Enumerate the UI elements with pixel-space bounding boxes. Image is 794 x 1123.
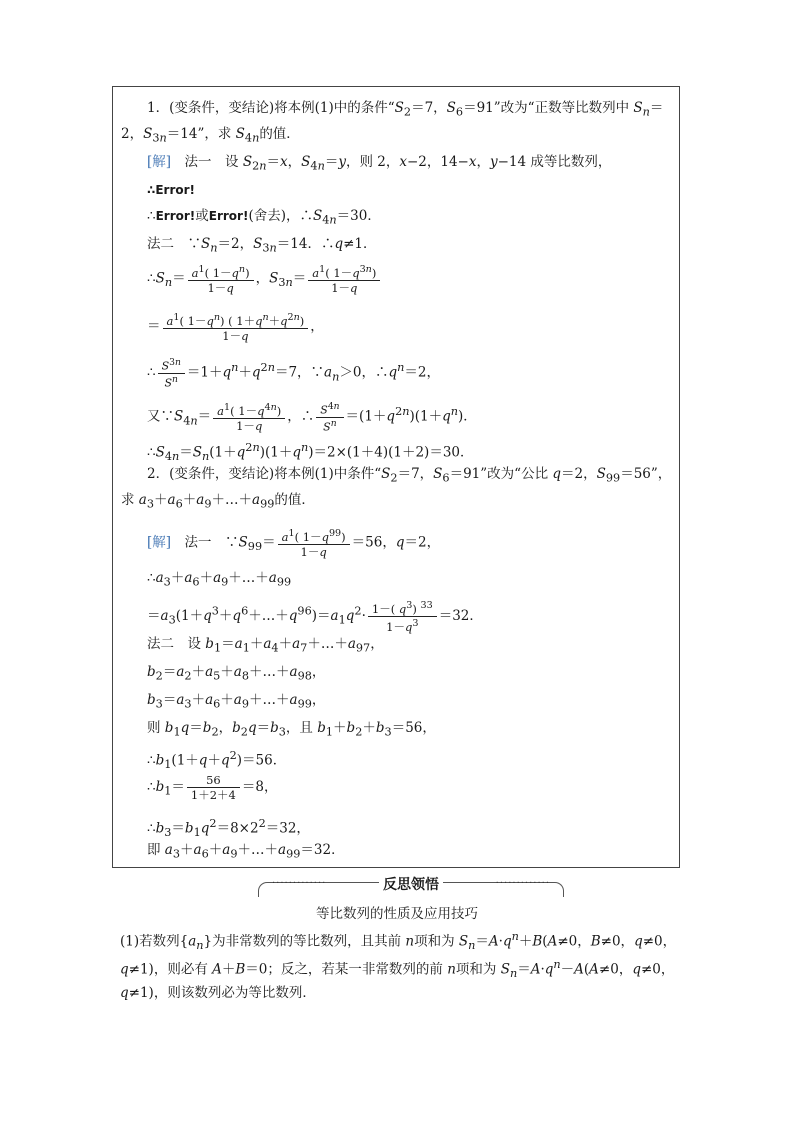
formula-ratio: ∴ $\frac{S^{3n}}{S^n}$ $=1+q^n+q^{2n}=7$，$\because a_n>0$，$\therefore q^n=2$， bbox=[147, 357, 440, 390]
banner-dots-left: ············· bbox=[272, 878, 327, 889]
problem1-intro-line1: 1．(变条件，变结论)将本例(1)中的条件“$S_2=7$，$S_6=91$”改为“正数等比数列中 $S_n=$ bbox=[147, 100, 664, 119]
b1-value: $\therefore b_1=$ $\frac{56}{1+2+4}$ ＝8， bbox=[147, 773, 278, 802]
banner-dots-right: ············· bbox=[495, 878, 550, 889]
reflection-subtitle: 等比数列的性质及应用技巧 bbox=[316, 906, 478, 922]
method1-label-2: 法一 bbox=[184, 534, 212, 551]
solution-tag: [解] bbox=[147, 154, 172, 170]
reflection-line3: q≠1)，则该数列必为等比数列． bbox=[120, 985, 316, 1001]
problem2-final: 即 $a_3+a_6+a_9+\dots+a_{99}=32$． bbox=[147, 842, 345, 861]
problem2-intro-line2: 求 $a_3+a_6+a_9+\dots+a_{99}$的值． bbox=[121, 492, 315, 511]
problem2-sum-line: $\therefore a_3+a_6+a_9+\dots+a_{99}$ bbox=[147, 570, 292, 589]
formula-sn-s3n: $\therefore S_n=$ $\frac{a^1( 1-q^n)}{1-q}$ ，$S_{3n}=$ $\frac{a^1( 1-q^{3n})}{1-q}$ bbox=[147, 263, 382, 295]
b3-value: $\therefore b_3=b_1q^2=8\times 2^2=32$， bbox=[147, 817, 310, 840]
reflection-line2: q≠1)，则必有 A＋B＝0；反之，若某一非常数列的前 n项和为 $S_n=A\cdot q^n-A(A\ne 0$，q≠0， bbox=[120, 958, 675, 981]
method1-label: 法一 bbox=[184, 154, 212, 170]
reflection-banner bbox=[258, 876, 564, 896]
method2-label: 法二 bbox=[147, 236, 174, 252]
b-relations: 则 $b_1q=b_2$，$b_2q=b_3$，且 $b_1+b_2+b_3=56$， bbox=[147, 720, 436, 739]
problem1-intro-line2: 2，$S_{3n}=14$”，求 $S_{4n}$的值． bbox=[121, 126, 300, 145]
error-line-2: ∴Error!或Error!(舍去)，$\therefore S_{4n}=30$． bbox=[147, 208, 381, 227]
solution-tag-2: [解] bbox=[147, 534, 172, 551]
b1-equation: $\therefore b_1(1+q+q^2)=56$． bbox=[147, 749, 287, 772]
problem2-result: $=a_3(1+q^3+q^6+\dots+q^{96})=a_1q^2\cdot$ $\frac{1-( q^3) ^{33}}{1-q^3}$ ＝32． bbox=[147, 600, 483, 634]
method2-label-2: 法二 bbox=[147, 636, 174, 652]
reflection-line1: (1)若数列$\{a_n\}$为非常数列的等比数列，且其前 n项和为 $S_n=A\cdot q^n+B(A\ne 0$，B≠0，q≠0， bbox=[120, 930, 677, 953]
banner-title: 反思领悟 bbox=[258, 874, 564, 894]
formula-s3n-expanded: ＝ $\frac{a^1( 1-q^n) ( 1+q^n+q^{2n})}{1-q}$ ， bbox=[147, 312, 324, 343]
problem1-method1: [解] 法一 设 $S_{2n}=x$，$S_{4n}=y$，则 2，x−2，14−x，y−14 成等比数列， bbox=[147, 154, 612, 173]
b2-definition: $b_2=a_2+a_5+a_8+\dots+a_{98}$， bbox=[147, 664, 326, 683]
problem2-method2: 法二 设 $b_1=a_1+a_4+a_7+\dots+a_{97}$， bbox=[147, 636, 384, 655]
problem2-method1: [解] 法一 $\because S_{99}=$ $\frac{a^1( 1-q^{99})}{1-q}$ ＝56，q＝2， bbox=[147, 528, 441, 559]
example-box bbox=[112, 86, 680, 868]
problem1-conclusion: $\therefore S_{4n}=S_n(1+q^{2n})(1+q^n)=2\times(1+4)(1+2)=30$． bbox=[147, 441, 474, 464]
formula-s4n: 又$\because S_{4n}=$ $\frac{a^1( 1-q^{4n})}{1-q}$ ，∴ $\frac{S^{4n}}{S^n}$ $=(1+q^{2n})(1+q^n)$． bbox=[147, 401, 477, 434]
error-line-1: ∴Error! bbox=[147, 183, 196, 197]
problem2-answer: 32 bbox=[452, 607, 470, 624]
problem2-intro-line1: 2．(变条件，变结论)将本例(1)中条件“$S_2=7$，$S_6=91$”改为“公比 q＝2，$S_{99}=56$”， bbox=[147, 466, 672, 485]
b3-definition: $b_3=a_3+a_6+a_9+\dots+a_{99}$， bbox=[147, 692, 326, 711]
problem1-method2: 法二 $\because S_n=2$，$S_{3n}=14$．∴q≠1． bbox=[147, 236, 377, 255]
